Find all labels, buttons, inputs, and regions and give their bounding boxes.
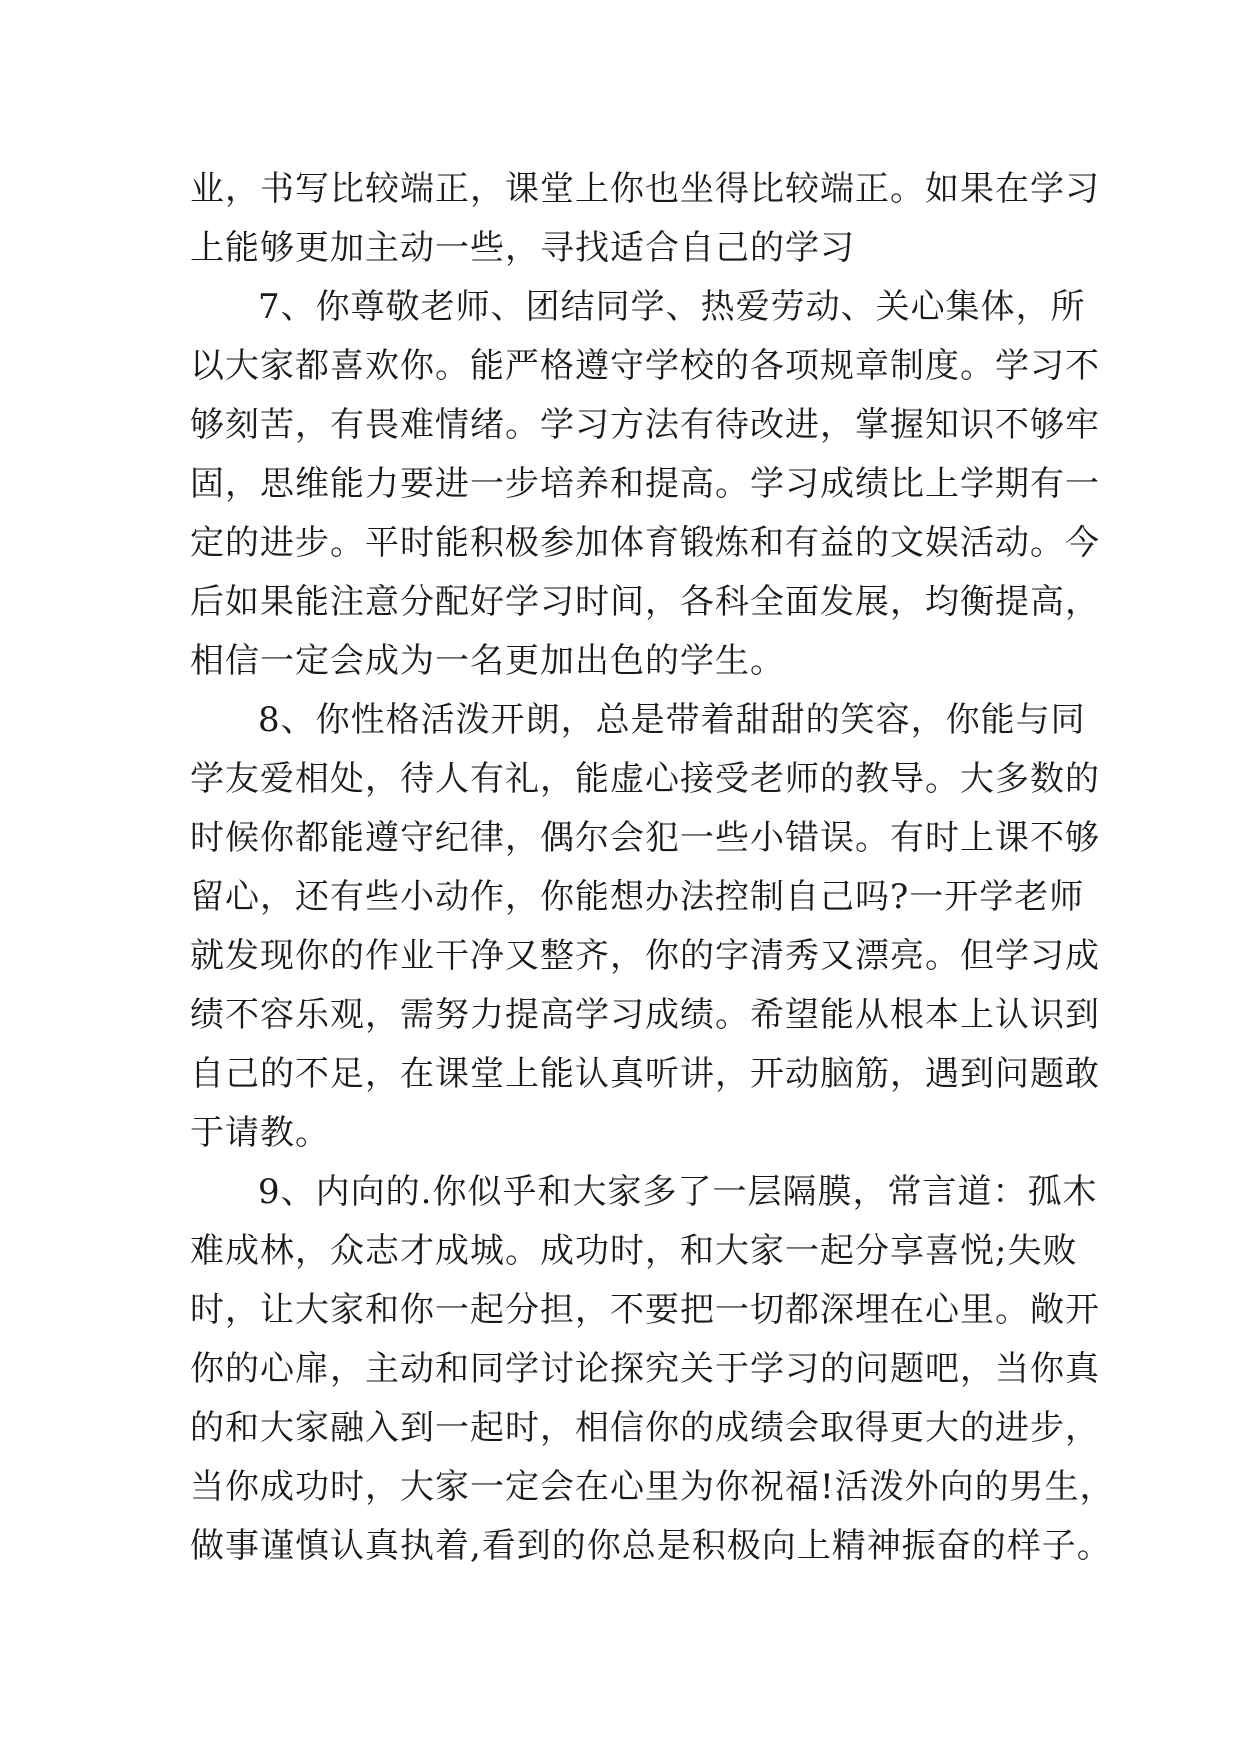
- text-line: 以大家都喜欢你。能严格遵守学校的各项规章制度。学习不: [190, 346, 1100, 386]
- text-line: 业，书写比较端正，课堂上你也坐得比较端正。如果在学习: [190, 169, 1100, 209]
- paragraph-8-start: 8、你性格活泼开朗，总是带着甜甜的笑容，你能与同: [258, 700, 1086, 740]
- text-line: 当你成功时，大家一定会在心里为你祝福!活泼外向的男生，: [190, 1467, 1115, 1507]
- text-line: 上能够更加主动一些，寻找适合自己的学习: [190, 228, 855, 268]
- text-line: 就发现你的作业干净又整齐，你的字清秀又漂亮。但学习成: [190, 936, 1100, 976]
- text-line: 相信一定会成为一名更加出色的学生。: [190, 641, 785, 681]
- text-line: 留心，还有些小动作，你能想办法控制自己吗?一开学老师: [190, 877, 1085, 917]
- paragraph-9-start: 9、内向的.你似乎和大家多了一层隔膜，常言道：孤木: [258, 1172, 1098, 1212]
- text-line: 做事谨慎认真执着,看到的你总是积极向上精神振奋的样子。: [190, 1526, 1112, 1566]
- text-line: 固，思维能力要进一步培养和提高。学习成绩比上学期有一: [190, 464, 1100, 504]
- text-line: 时候你都能遵守纪律，偶尔会犯一些小错误。有时上课不够: [190, 818, 1100, 858]
- text-line: 绩不容乐观，需努力提高学习成绩。希望能从根本上认识到: [190, 995, 1100, 1035]
- text-line: 学友爱相处，待人有礼，能虚心接受老师的教导。大多数的: [190, 759, 1100, 799]
- text-line: 自己的不足，在课堂上能认真听讲，开动脑筋，遇到问题敢: [190, 1054, 1100, 1094]
- text-line: 后如果能注意分配好学习时间，各科全面发展，均衡提高，: [190, 582, 1100, 622]
- text-line: 你的心扉，主动和同学讨论探究关于学习的问题吧，当你真: [190, 1349, 1100, 1389]
- text-line: 难成林，众志才成城。成功时，和大家一起分享喜悦;失败: [190, 1231, 1078, 1271]
- text-line: 够刻苦，有畏难情绪。学习方法有待改进，掌握知识不够牢: [190, 405, 1100, 445]
- document-body: [190, 160, 1115, 1576]
- text-line: 定的进步。平时能积极参加体育锻炼和有益的文娱活动。今: [190, 523, 1100, 563]
- text-line: 的和大家融入到一起时，相信你的成绩会取得更大的进步，: [190, 1408, 1100, 1448]
- text-line: 于请教。: [190, 1113, 330, 1153]
- text-line: 时，让大家和你一起分担，不要把一切都深埋在心里。敞开: [190, 1290, 1100, 1330]
- paragraph-7-start: 7、你尊敬老师、团结同学、热爱劳动、关心集体，所: [258, 287, 1086, 327]
